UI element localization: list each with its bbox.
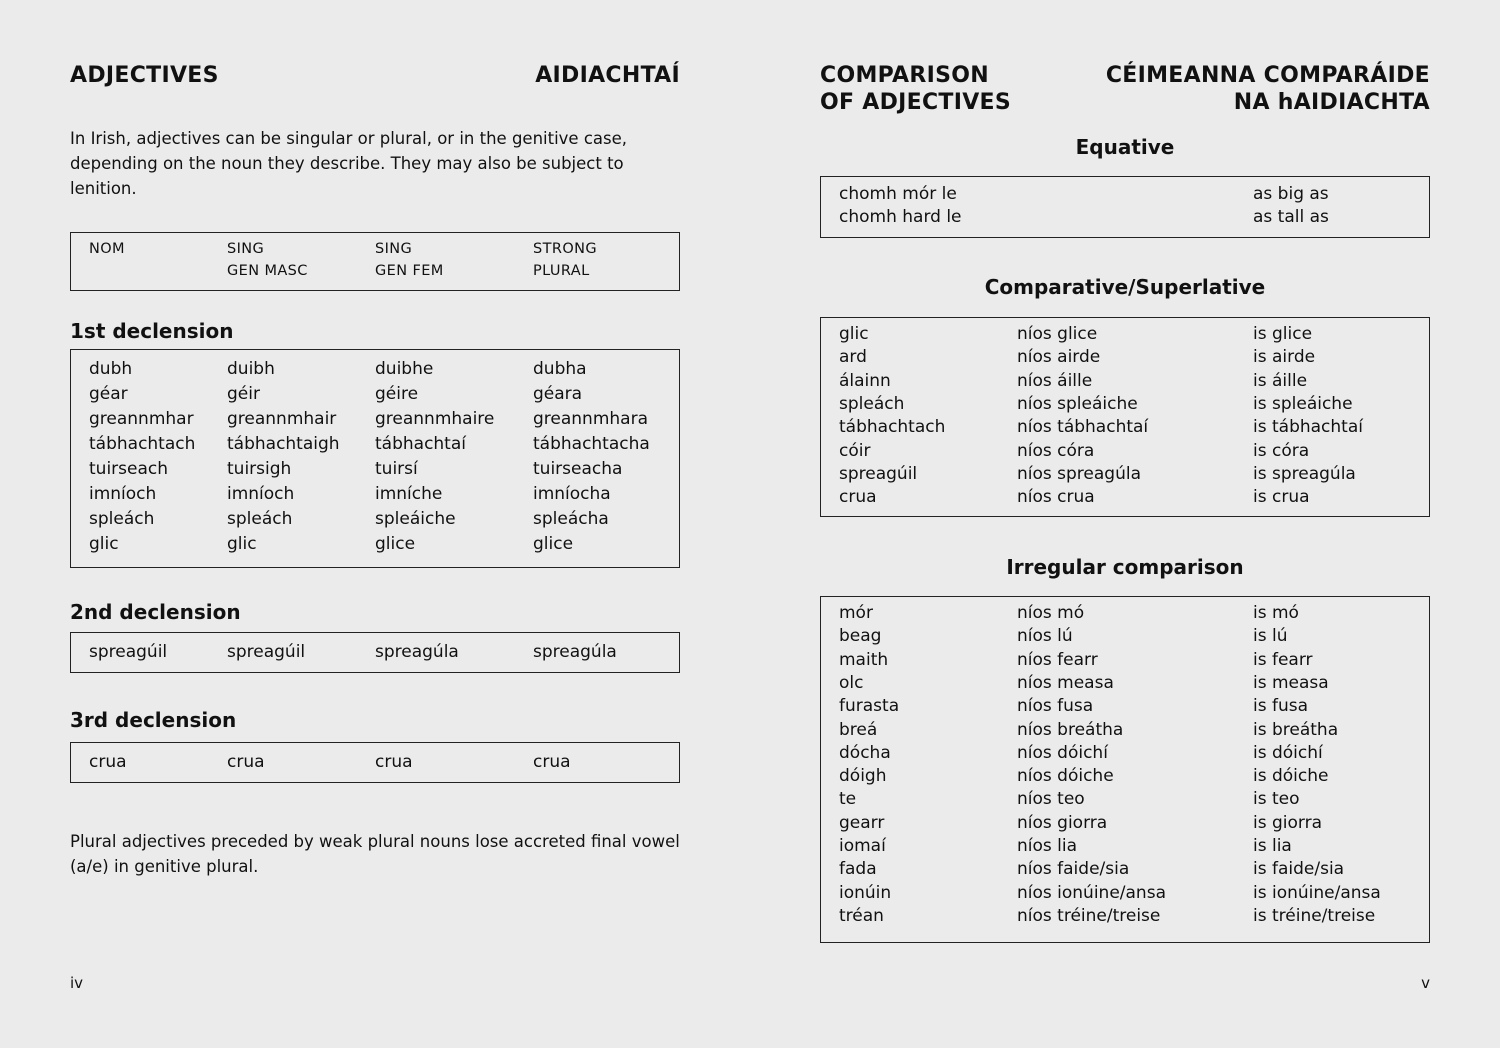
cell-positive: dócha — [839, 742, 891, 763]
page-number-right: v — [1421, 974, 1430, 992]
cell-comparative: níos lú — [1017, 626, 1073, 647]
cell-positive: te — [839, 789, 857, 810]
cell-gen-fem: spreagúla — [375, 642, 459, 662]
cell-superlative: is glice — [1253, 324, 1313, 344]
left-heading-row — [70, 62, 680, 89]
title-english-line2: OF ADJECTIVES — [820, 90, 1012, 115]
cell-positive: álainn — [839, 370, 891, 391]
cell-comparative: níos airde — [1017, 347, 1101, 368]
cell-positive: spleách — [839, 393, 905, 414]
cell-plural: tuirseacha — [533, 459, 623, 479]
cell-positive: cóir — [839, 440, 871, 461]
table-row — [821, 625, 1429, 648]
cell-gen-masc: crua — [227, 752, 265, 772]
cell-superlative: is airde — [1253, 347, 1316, 368]
cell-comparative: níos breátha — [1017, 719, 1124, 740]
cell-gen-fem: greannmhaire — [375, 409, 495, 429]
table-row — [821, 765, 1429, 788]
page-number-left: iv — [70, 974, 84, 992]
cell-nom: tuirseach — [89, 459, 169, 479]
cell-plural: dubha — [533, 359, 587, 379]
cell-gen-masc: spleách — [227, 509, 293, 529]
equative-table — [820, 176, 1430, 238]
declension3-title: 3rd declension — [70, 708, 237, 732]
table-row — [821, 440, 1429, 463]
cell-gen-fem: tábhachtaí — [375, 434, 466, 454]
col-header-line2: NOM — [89, 241, 125, 257]
table-row — [821, 346, 1429, 369]
declension3-table — [70, 742, 680, 783]
title-irish: AIDIACHTAÍ — [535, 63, 680, 88]
cell-comparative: níos áille — [1017, 370, 1093, 391]
cell-positive: glic — [839, 324, 869, 344]
title-irish — [1106, 62, 1430, 116]
cell-superlative: is dóichí — [1253, 742, 1323, 763]
table-row — [71, 507, 679, 532]
cell-gen-fem: tuirsí — [375, 459, 418, 479]
table-row — [71, 357, 679, 382]
cell-plural: crua — [533, 752, 571, 772]
cell-comparative: níos crua — [1017, 487, 1095, 508]
table-row — [821, 206, 1429, 229]
table-row — [821, 602, 1429, 625]
cell-comparative: níos tábhachtaí — [1017, 417, 1149, 438]
title-english-line1: COMPARISON — [820, 63, 989, 88]
table-row — [821, 742, 1429, 765]
title-irish-line1: CÉIMEANNA COMPARÁIDE — [1105, 63, 1430, 88]
table-row — [821, 463, 1429, 486]
col-header-line2: PLURAL — [533, 263, 590, 279]
irregular-table — [820, 596, 1430, 943]
cell-irish: chomh hard le — [839, 207, 962, 227]
cell-superlative: is córa — [1253, 440, 1310, 461]
col-header-line2: GEN FEM — [375, 263, 444, 279]
title-english — [820, 62, 1011, 116]
cell-nom: dubh — [89, 359, 133, 379]
cell-superlative: is fearr — [1253, 649, 1313, 670]
cell-plural: glice — [533, 534, 574, 554]
cell-positive: breá — [839, 719, 878, 740]
cell-superlative: is measa — [1253, 672, 1329, 693]
cell-positive: beag — [839, 626, 882, 647]
cell-gen-masc: duibh — [227, 359, 275, 379]
col-header-line1: SING — [227, 241, 265, 257]
left-page — [70, 0, 680, 1048]
cell-superlative: is mó — [1253, 603, 1299, 623]
cell-comparative: níos fearr — [1017, 649, 1098, 670]
cell-comparative: níos dóiche — [1017, 766, 1114, 787]
comparative-title: Comparative/Superlative — [984, 275, 1266, 299]
table-row — [71, 640, 679, 665]
cell-comparative: níos faide/sia — [1017, 859, 1130, 880]
cell-gen-fem: crua — [375, 752, 413, 772]
cell-comparative: níos teo — [1017, 789, 1085, 810]
cell-comparative: níos ionúine/ansa — [1017, 882, 1166, 903]
title-irish-line2: NA hAIDIACHTA — [1233, 90, 1430, 115]
table-row — [71, 750, 679, 775]
cell-plural: spreagúla — [533, 642, 617, 662]
cell-superlative: is teo — [1253, 789, 1300, 810]
cell-gen-fem: géire — [375, 384, 419, 404]
cell-gen-masc: greannmhair — [227, 409, 337, 429]
cell-superlative: is spreagúla — [1253, 463, 1356, 484]
intro-paragraph: In Irish, adjectives can be singular or plural, or in the genitive case, depending on the noun they describe. They may also be subject to lenition. — [70, 129, 627, 198]
col-header-strong-plural — [533, 238, 597, 282]
col-header-line1: STRONG — [533, 241, 598, 257]
cell-nom: tábhachtach — [89, 434, 196, 454]
table-row — [821, 416, 1429, 439]
cell-superlative: is áille — [1253, 370, 1308, 391]
cell-gen-masc: imníoch — [227, 484, 295, 504]
cell-plural: tábhachtacha — [533, 434, 650, 454]
table-row — [71, 457, 679, 482]
right-page — [820, 0, 1430, 1048]
cell-nom: imníoch — [89, 484, 157, 504]
col-header-line2: GEN MASC — [227, 263, 308, 279]
col-header-gen-fem — [375, 238, 444, 282]
cell-superlative: is crua — [1253, 487, 1310, 508]
cell-superlative: is spleáiche — [1253, 393, 1353, 414]
cell-comparative: níos dóichí — [1017, 742, 1108, 763]
col-header-nom — [89, 238, 125, 260]
table-row — [71, 382, 679, 407]
table-row — [821, 905, 1429, 928]
cell-positive: furasta — [839, 696, 900, 717]
table-row — [71, 482, 679, 507]
cell-superlative: is lia — [1253, 836, 1292, 856]
cell-positive: gearr — [839, 812, 885, 833]
cell-superlative: is lú — [1253, 626, 1288, 647]
cell-gen-masc: glic — [227, 534, 257, 554]
cell-nom: spleách — [89, 509, 155, 529]
table-row — [821, 486, 1429, 509]
table-row — [821, 835, 1429, 858]
cell-comparative: níos mó — [1017, 603, 1085, 623]
irregular-title: Irregular comparison — [1006, 555, 1244, 579]
table-row — [821, 695, 1429, 718]
cell-positive: tábhachtach — [839, 417, 946, 438]
table-row — [821, 183, 1429, 206]
table-row — [821, 882, 1429, 905]
cell-positive: mór — [839, 603, 873, 623]
cell-gen-fem: spleáiche — [375, 509, 456, 529]
cell-english: as tall as — [1253, 207, 1329, 227]
cell-positive: tréan — [839, 905, 884, 926]
title-english: ADJECTIVES — [70, 63, 219, 88]
cell-superlative: is fusa — [1253, 696, 1309, 717]
cell-superlative: is dóiche — [1253, 766, 1329, 787]
cell-gen-masc: tábhachtaigh — [227, 434, 340, 454]
table-row — [821, 370, 1429, 393]
cell-gen-masc: géir — [227, 384, 260, 404]
footnote-paragraph: Plural adjectives preceded by weak plural nouns lose accreted final vowel (a/e) in genitive plural. — [70, 832, 680, 876]
cell-positive: ionúin — [839, 882, 892, 903]
cell-superlative: is tréine/treise — [1253, 905, 1376, 926]
cell-positive: spreagúil — [839, 463, 918, 484]
cell-gen-fem: duibhe — [375, 359, 434, 379]
equative-title: Equative — [1075, 135, 1175, 159]
cell-comparative: níos fusa — [1017, 696, 1094, 717]
cell-comparative: níos spleáiche — [1017, 393, 1138, 414]
cell-comparative: níos spreagúla — [1017, 463, 1142, 484]
cell-superlative: is giorra — [1253, 812, 1322, 833]
cell-superlative: is tábhachtaí — [1253, 417, 1363, 438]
cell-plural: greannmhara — [533, 409, 648, 429]
cell-positive: ard — [839, 347, 867, 368]
cell-plural: géara — [533, 384, 583, 404]
cell-gen-masc: spreagúil — [227, 642, 306, 662]
cell-nom: géar — [89, 384, 128, 404]
cell-comparative: níos measa — [1017, 672, 1114, 693]
declension1-table — [70, 349, 680, 568]
cell-positive: fada — [839, 859, 877, 880]
cell-nom: spreagúil — [89, 642, 168, 662]
table-row — [821, 393, 1429, 416]
cell-positive: maith — [839, 649, 889, 670]
cell-superlative: is faide/sia — [1253, 859, 1345, 880]
cell-superlative: is ionúine/ansa — [1253, 882, 1381, 903]
cell-comparative: níos tréine/treise — [1017, 905, 1161, 926]
col-header-gen-masc — [227, 238, 308, 282]
declension2-title: 2nd declension — [70, 600, 241, 624]
cell-irish: chomh mór le — [839, 184, 957, 204]
table-row — [821, 323, 1429, 346]
table-row — [821, 858, 1429, 881]
table-row — [71, 407, 679, 432]
cell-english: as big as — [1253, 184, 1329, 204]
cell-superlative: is breátha — [1253, 719, 1339, 740]
cell-gen-fem: imníche — [375, 484, 443, 504]
table-row — [71, 532, 679, 557]
cell-plural: spleácha — [533, 509, 609, 529]
cell-comparative: níos giorra — [1017, 812, 1108, 833]
column-header-box — [70, 232, 680, 291]
cell-nom: greannmhar — [89, 409, 194, 429]
comparative-table — [820, 317, 1430, 517]
table-row — [71, 432, 679, 457]
table-row — [821, 672, 1429, 695]
cell-comparative: níos glice — [1017, 324, 1098, 344]
declension2-table — [70, 632, 680, 673]
table-row — [821, 649, 1429, 672]
cell-comparative: níos córa — [1017, 440, 1095, 461]
cell-nom: glic — [89, 534, 119, 554]
cell-positive: dóigh — [839, 766, 887, 787]
table-row — [821, 812, 1429, 835]
cell-comparative: níos lia — [1017, 836, 1078, 856]
cell-nom: crua — [89, 752, 127, 772]
declension1-title: 1st declension — [70, 319, 234, 343]
table-row — [821, 788, 1429, 811]
cell-gen-fem: glice — [375, 534, 416, 554]
col-header-line1: SING — [375, 241, 413, 257]
table-row — [821, 719, 1429, 742]
cell-positive: crua — [839, 487, 877, 508]
cell-plural: imníocha — [533, 484, 611, 504]
right-heading-row — [820, 62, 1430, 116]
cell-positive: iomaí — [839, 836, 886, 856]
cell-gen-masc: tuirsigh — [227, 459, 292, 479]
cell-positive: olc — [839, 672, 864, 693]
